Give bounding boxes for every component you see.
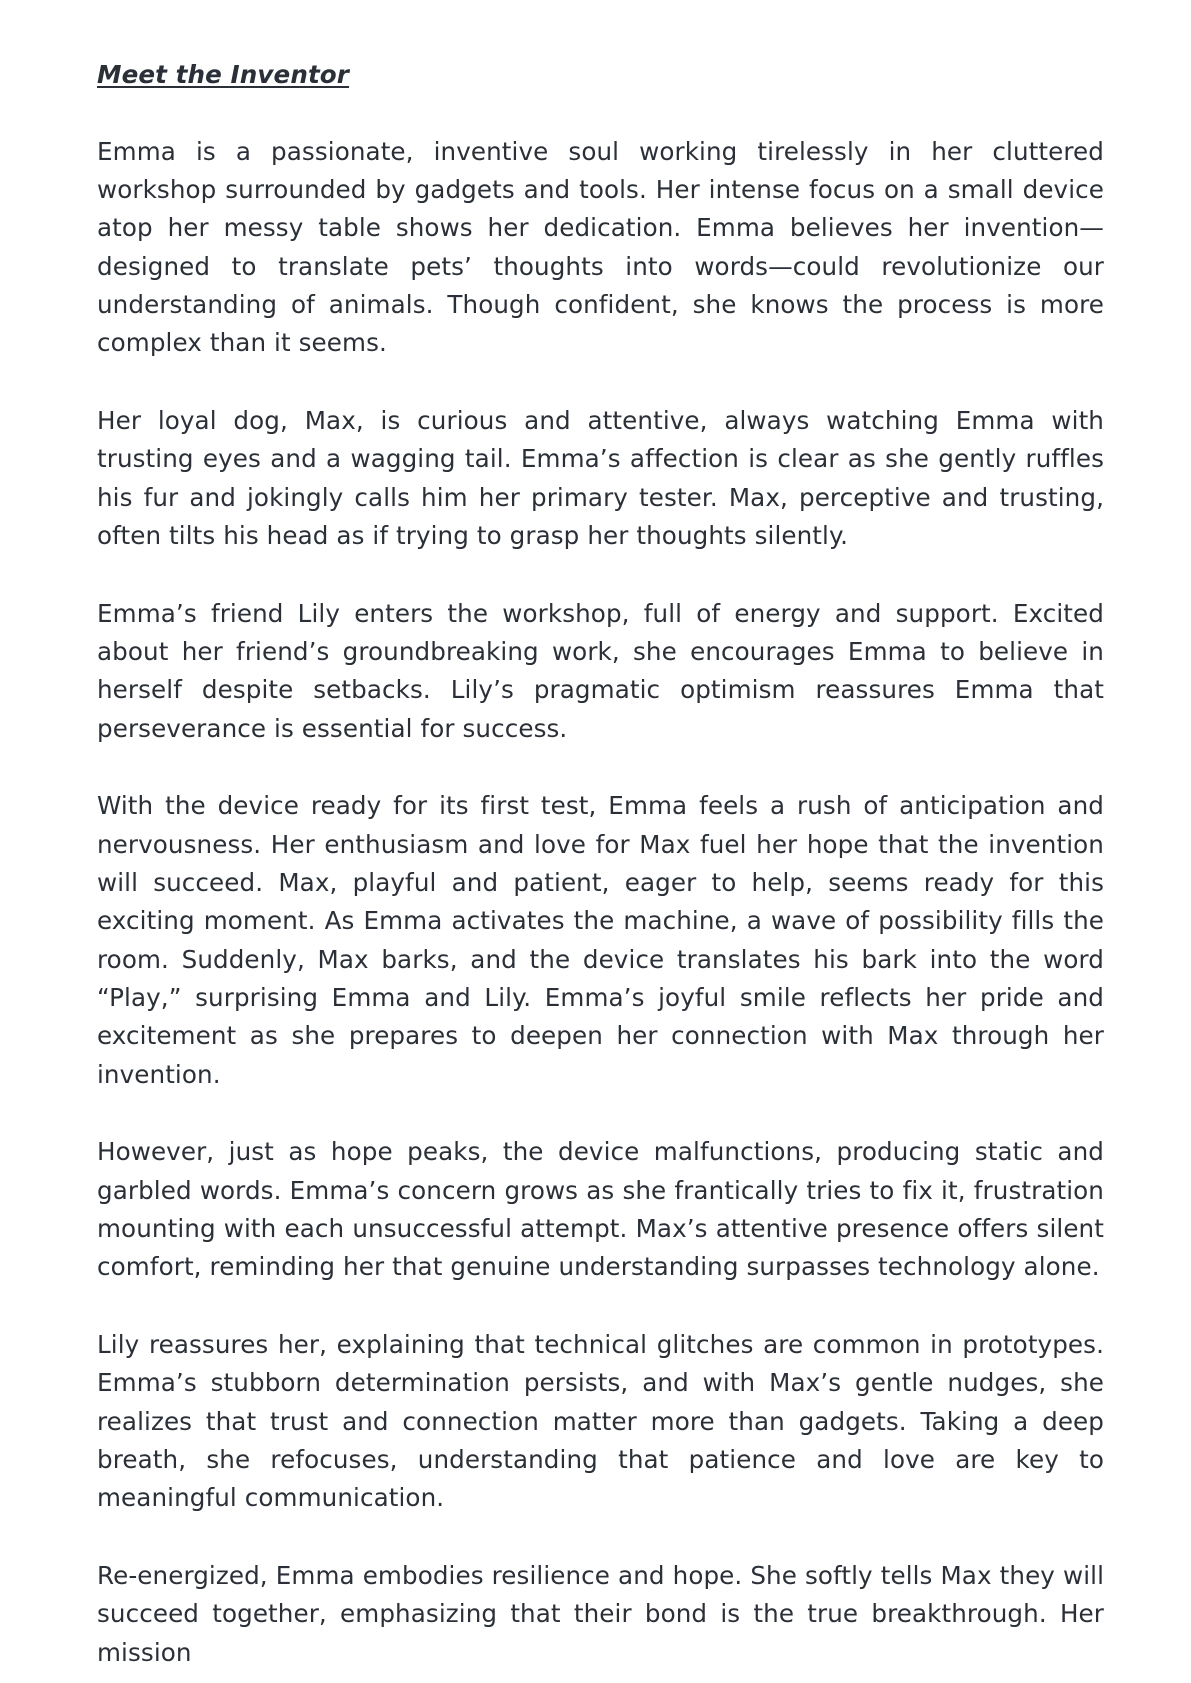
paragraph-max-intro: Her loyal dog, Max, is curious and attentive, always watching Emma with trusting eyes and a wagging tail. Emma’s affection is clear as she gently ruffles his fur and jokingly calls him her primary tester. Max, perceptive and trusting, often tilts his head as if trying to grasp her thoughts silently.	[97, 406, 1104, 550]
paragraph-reassurance: Lily reassures her, explaining that technical glitches are common in prototypes. Emma’s stubborn determination persists, and with Max’s gentle nudges, she realizes that trust and connection matter more than gadgets. Taking a deep breath, she refocuses, understanding that patience and love are key to meaningful communication.	[97, 1330, 1104, 1513]
paragraph-first-test: With the device ready for its first test, Emma feels a rush of anticipation and nervousness. Her enthusiasm and love for Max fuel her hope that the invention will succeed. Max, playful and patient, eager to help, seems ready for this exciting moment. As Emma activates the machine, a wave of possibility fills the room. Suddenly, Max barks, and the device translates his bark into the word “Play,” surprising Emma and Lily. Emma’s joyful smile reflects her pride and excitement as she prepares to deepen her connection with Max through her invention.	[97, 791, 1104, 1089]
paragraph-malfunction: However, just as hope peaks, the device malfunctions, producing static and garbled words. Emma’s concern grows as she frantically tries to fix it, frustration mounting with each unsuccessful attempt. Max’s attentive presence offers silent comfort, reminding her that genuine understanding surpasses technology alone.	[97, 1137, 1104, 1282]
document-title: Meet the Inventor	[97, 60, 350, 89]
paragraph-re-energized: Re-energized, Emma embodies resilience and hope. She softly tells Max they will succeed together, emphasizing that their bond is the true breakthrough. Her mission	[97, 1561, 1104, 1667]
paragraph-lily-intro: Emma’s friend Lily enters the workshop, full of energy and support. Excited about her friend’s groundbreaking work, she encourages Emma to believe in herself despite setbacks. Lily’s pragmatic optimism reassures Emma that perseverance is essential for success.	[97, 598, 1104, 743]
document-page	[97, 56, 1104, 1672]
paragraph-emma-intro: Emma is a passionate, inventive soul working tirelessly in her cluttered workshop surrounded by gadgets and tools. Her intense focus on a small device atop her messy table shows her dedication. Emma believes her invention—designed to translate pets’ thoughts into words—could revolutionize our understanding of animals. Though confident, she knows the process is more complex than it seems.	[97, 136, 1104, 358]
